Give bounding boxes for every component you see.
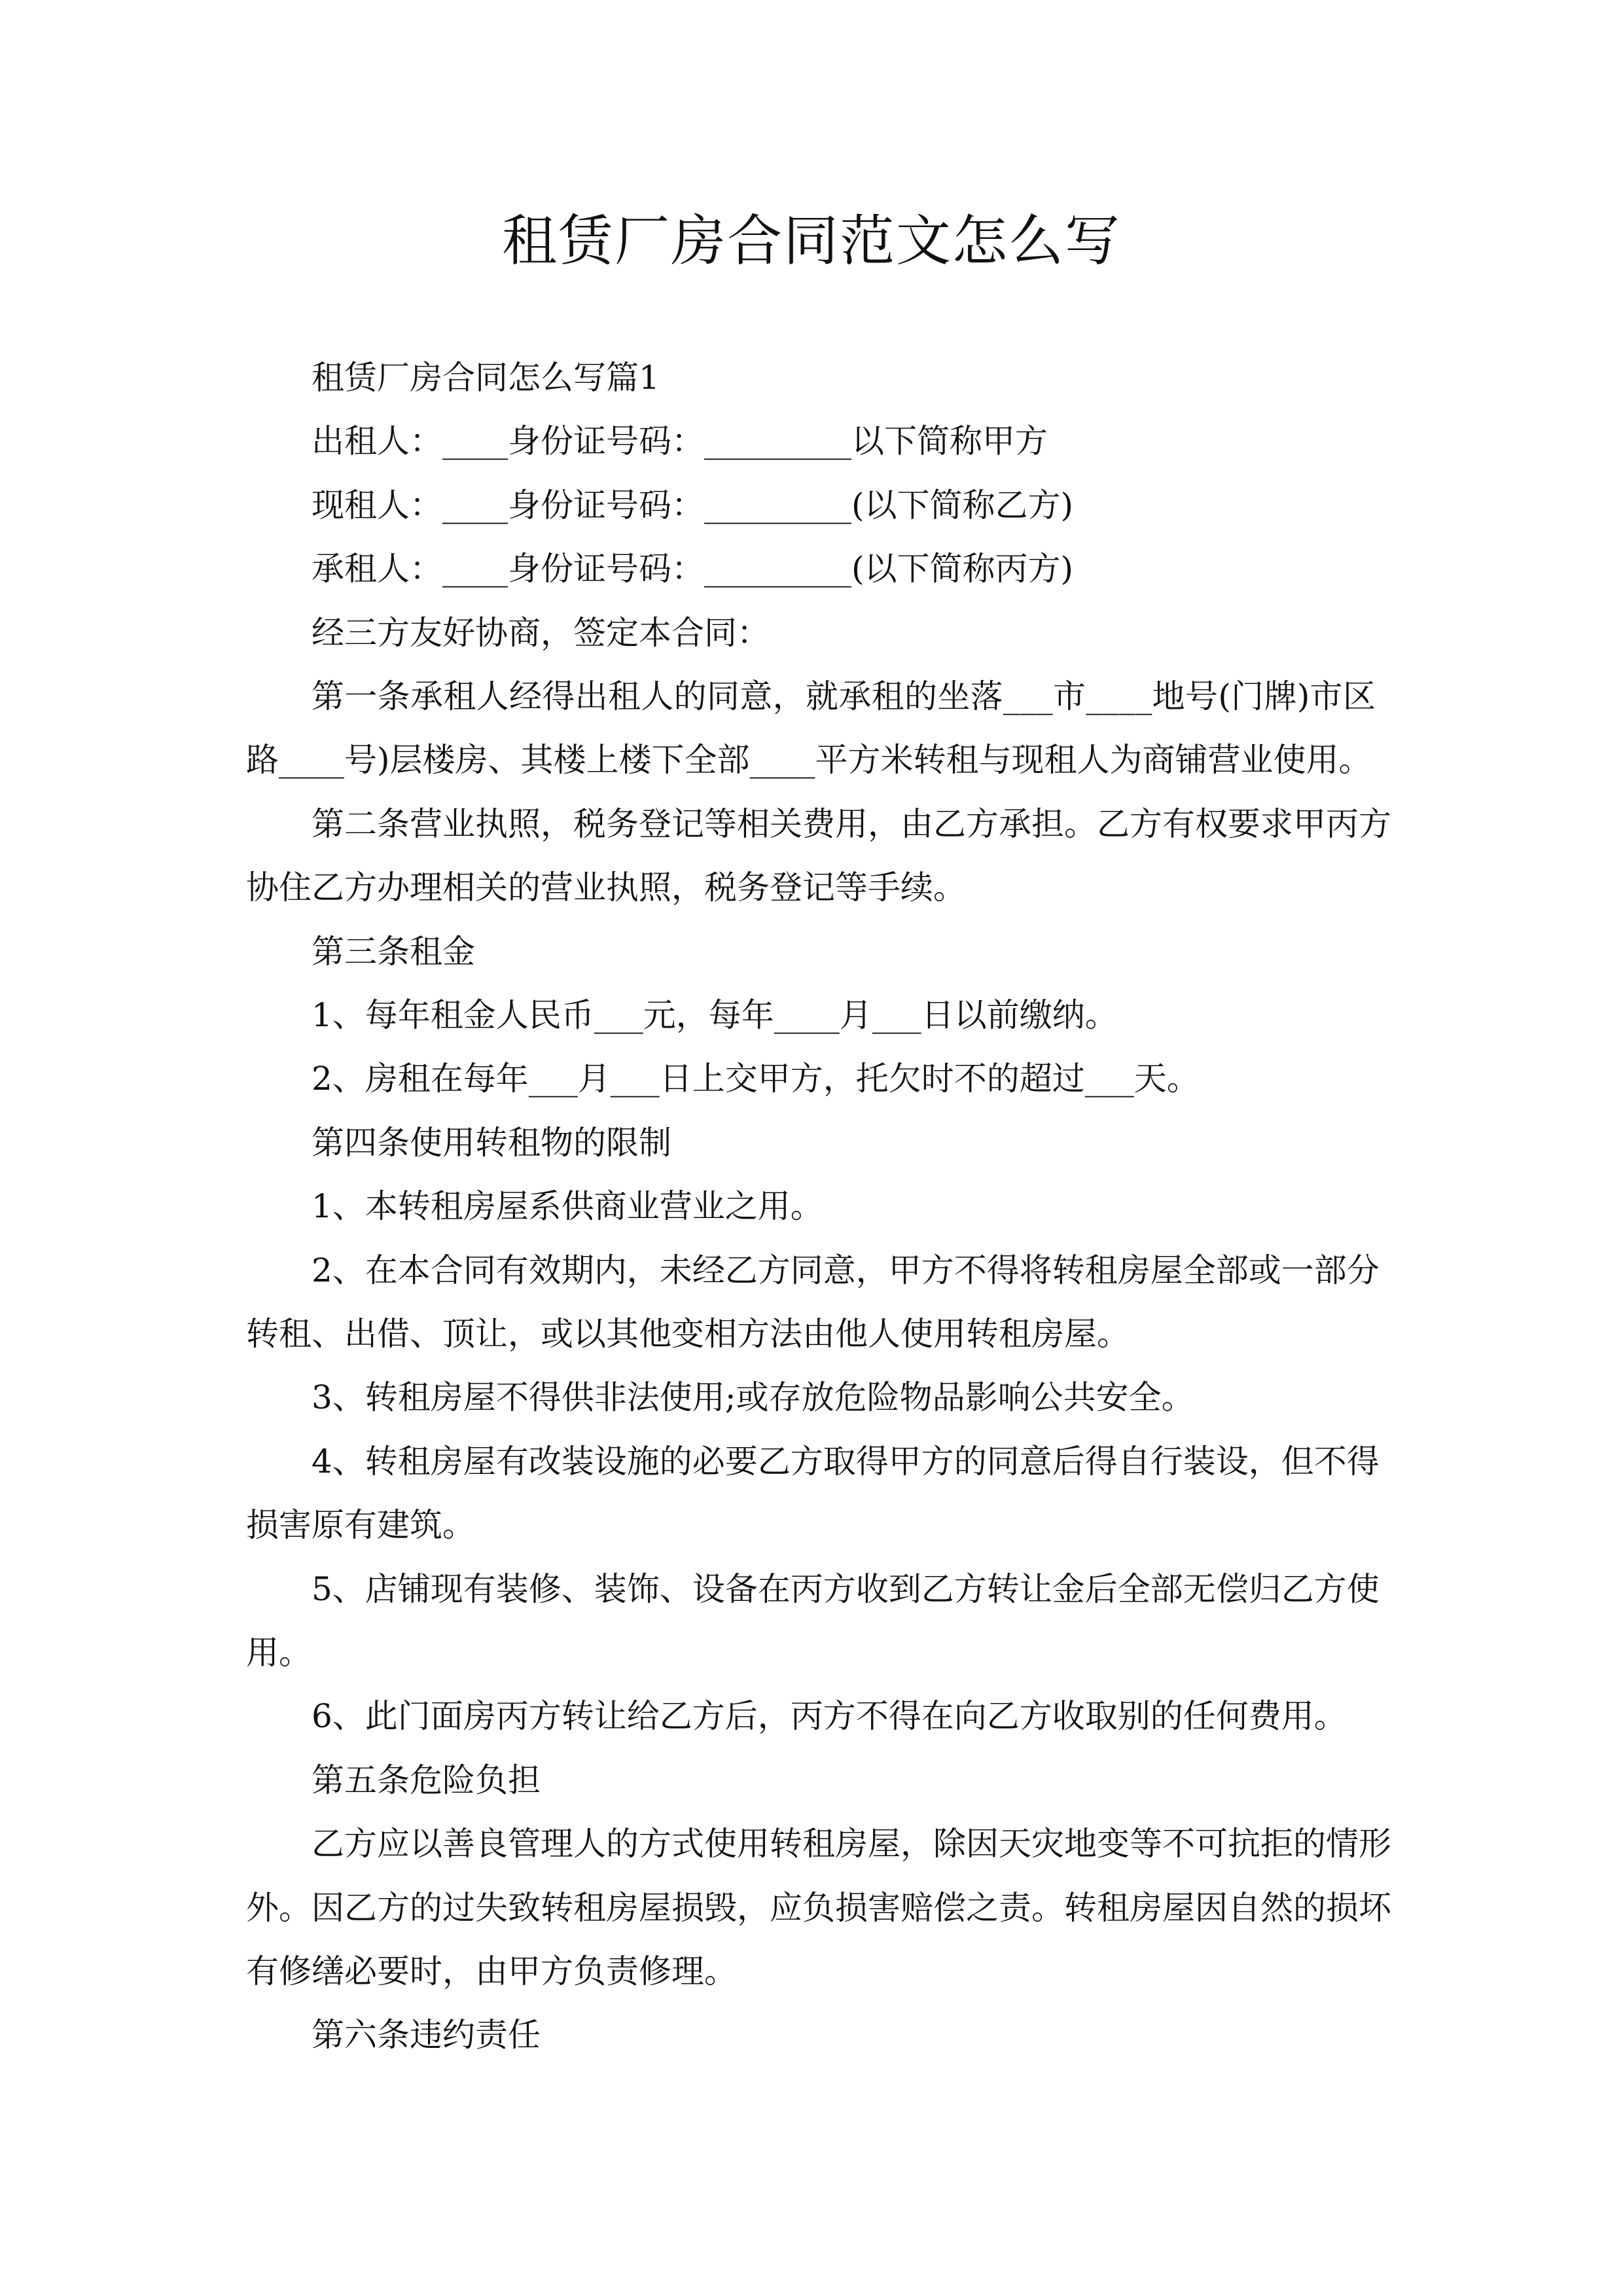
paragraph-line: 出租人：____身份证号码：_________以下简称甲方 [312,422,1048,461]
paragraph-line: 第六条违约责任 [312,2016,541,2054]
paragraph-line: 5、店铺现有装修、装饰、设备在丙方收到乙方转让金后全部无偿归乙方使 [312,1570,1380,1608]
paragraph-line: 损害原有建筑。 [246,1506,475,1545]
paragraph-line: 第二条营业执照，税务登记等相关费用，由乙方承担。乙方有权要求甲丙方 [312,804,1391,843]
paragraph-line: 1、每年租金人民币___元，每年____月___日以前缴纳。 [312,996,1118,1034]
paragraph-line: 用。 [246,1634,312,1672]
paragraph-line: 第三条租金 [312,932,475,971]
paragraph-line: 经三方友好协商，签定本合同： [312,613,770,652]
paragraph-line: 协住乙方办理相关的营业执照，税务登记等手续。 [246,869,966,907]
paragraph-line: 6、此门面房丙方转让给乙方后，丙方不得在向乙方收取别的任何费用。 [312,1697,1347,1736]
paragraph-line: 乙方应以善良管理人的方式使用转租房屋，除因天灾地变等不可抗拒的情形 [312,1825,1391,1863]
paragraph-line: 第一条承租人经得出租人的同意，就承租的坐落___市____地号(门牌)市区 [312,677,1376,715]
paragraph-line: 现租人：____身份证号码：_________(以下简称乙方) [312,486,1074,524]
paragraph-line: 外。因乙方的过失致转租房屋损毁，应负损害赔偿之责。转租房屋因自然的损坏 [246,1888,1391,1927]
paragraph-line: 1、本转租房屋系供商业营业之用。 [312,1187,823,1226]
document-title: 租赁厂房合同范文怎么写 [501,209,1121,273]
paragraph-line: 4、转租房屋有改装设施的必要乙方取得甲方的同意后得自行装设，但不得 [312,1442,1380,1480]
paragraph-line: 第五条危险负担 [312,1761,541,1799]
paragraph-line: 路____号)层楼房、其楼上楼下全部____平方米转租与现租人为商铺营业使用。 [246,741,1372,780]
paragraph-line: 租赁厂房合同怎么写篇1 [312,359,660,397]
paragraph-line: 有修缮必要时，由甲方负责修理。 [246,1952,737,1990]
paragraph-line: 第四条使用转租物的限制 [312,1123,671,1162]
paragraph-line: 3、转租房屋不得供非法使用;或存放危险物品影响公共安全。 [312,1378,1194,1417]
paragraph-line: 承租人：____身份证号码：_________(以下简称丙方) [312,550,1074,588]
paragraph-line: 转租、出借、顶让，或以其他变相方法由他人使用转租房屋。 [246,1315,1130,1353]
paragraph-line: 2、在本合同有效期内，未经乙方同意，甲方不得将转租房屋全部或一部分 [312,1251,1380,1289]
paragraph-line: 2、房租在每年___月___日上交甲方，托欠时不的超过___天。 [312,1060,1200,1098]
